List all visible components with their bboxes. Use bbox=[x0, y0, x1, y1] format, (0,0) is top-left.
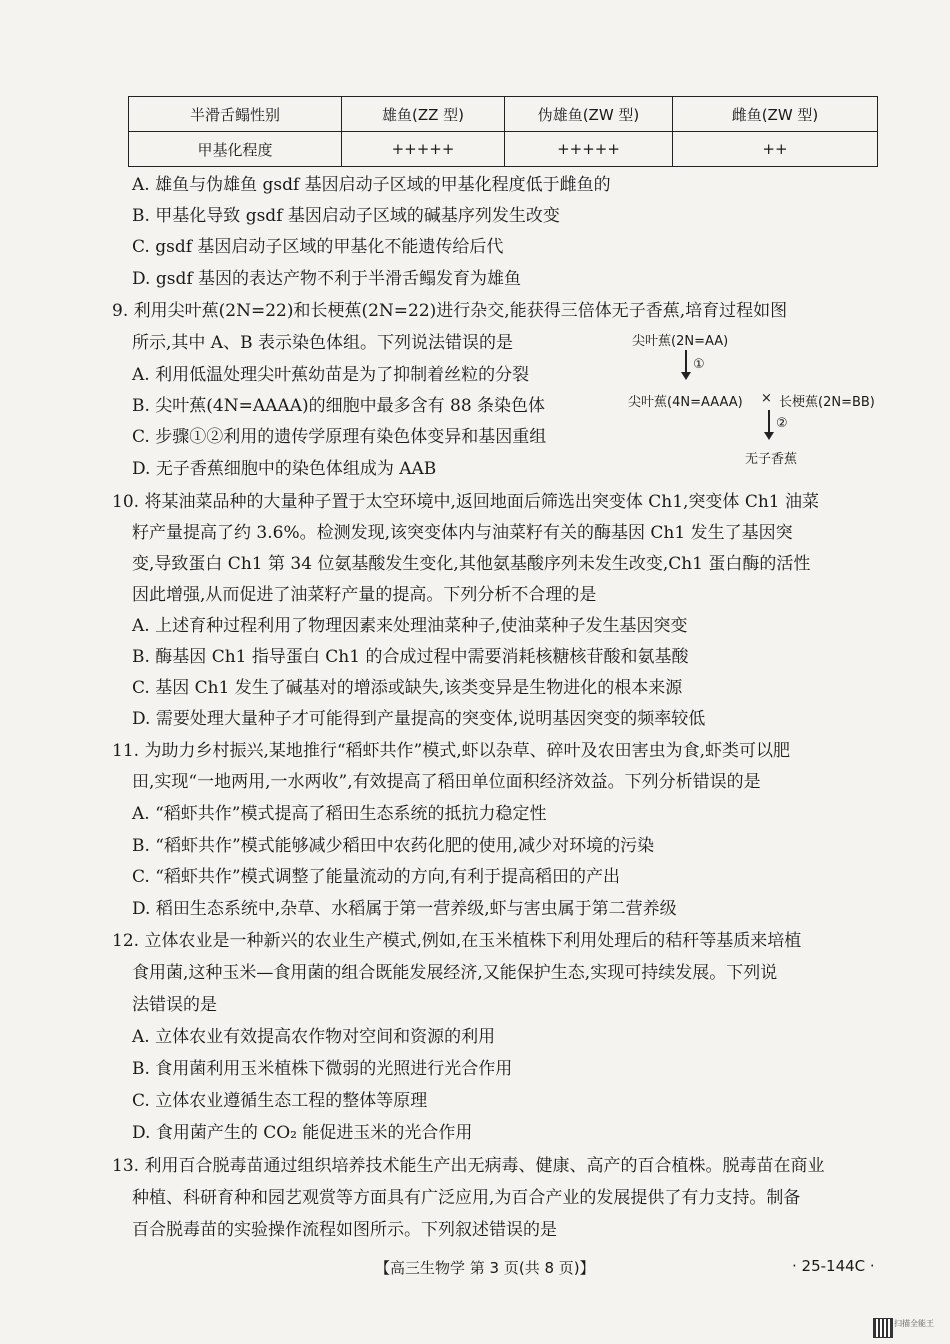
table-row bbox=[129, 132, 878, 167]
q9-option-c: C. 步骤①②利用的遗传学原理有染色体变异和基因重组 bbox=[132, 427, 547, 447]
diagram-cross: × bbox=[761, 391, 772, 406]
table-cell: 雌鱼(ZW 型) bbox=[673, 97, 878, 132]
q9-option-b: B. 尖叶蕉(4N=AAAA)的细胞中最多含有 88 条染色体 bbox=[132, 396, 546, 416]
q13-stem-line2: 种植、科研育种和园艺观赏等方面具有广泛应用,为百合产业的发展提供了有力支持。制备 bbox=[132, 1188, 801, 1208]
diagram-step-2: ② bbox=[776, 416, 788, 431]
methylation-table bbox=[128, 96, 878, 167]
q10-option-a: A. 上述育种过程利用了物理因素来处理油菜种子,使油菜种子发生基因突变 bbox=[132, 616, 688, 636]
q8-option-b: B. 甲基化导致 gsdf 基因启动子区域的碱基序列发生改变 bbox=[132, 206, 560, 226]
diagram-top-label: 尖叶蕉(2N=AA) bbox=[632, 334, 729, 349]
q10-option-d: D. 需要处理大量种子才可能得到产量提高的突变体,说明基因突变的频率较低 bbox=[132, 709, 706, 729]
q11-option-a: A. “稻虾共作”模式提高了稻田生态系统的抵抗力稳定性 bbox=[132, 804, 547, 824]
page-footer: 【高三生物学 第 3 页(共 8 页)】 bbox=[375, 1259, 595, 1277]
q8-option-c: C. gsdf 基因启动子区域的甲基化不能遗传给后代 bbox=[132, 237, 504, 257]
q9-option-d: D. 无子香蕉细胞中的染色体组成为 AAB bbox=[132, 459, 437, 479]
q12-option-c: C. 立体农业遵循生态工程的整体等原理 bbox=[132, 1091, 428, 1111]
diagram-step-1: ① bbox=[693, 357, 705, 372]
q13-stem-line3: 百合脱毒苗的实验操作流程如图所示。下列叙述错误的是 bbox=[132, 1220, 557, 1240]
q11-stem-line1: 11. 为助力乡村振兴,某地推行“稻虾共作”模式,虾以杂草、碎叶及农田害虫为食,虾类可以肥 bbox=[112, 741, 791, 761]
diagram-middle-right: 长梗蕉(2N=BB) bbox=[779, 395, 875, 410]
table-cell: +++++ bbox=[342, 132, 505, 167]
q10-option-b: B. 酶基因 Ch1 指导蛋白 Ch1 的合成过程中需要消耗核糖核苷酸和氨基酸 bbox=[132, 647, 689, 667]
q13-stem-line1: 13. 利用百合脱毒苗通过组织培养技术能生产出无病毒、健康、高产的百合植株。脱毒苗在商业 bbox=[112, 1156, 825, 1176]
table-cell: ++ bbox=[673, 132, 878, 167]
q12-stem-line3: 法错误的是 bbox=[132, 995, 217, 1015]
diagram-arrowhead-2 bbox=[764, 432, 774, 440]
q12-option-a: A. 立体农业有效提高农作物对空间和资源的利用 bbox=[132, 1027, 496, 1047]
table-cell: 雄鱼(ZZ 型) bbox=[342, 97, 505, 132]
q10-stem-line3: 变,导致蛋白 Ch1 第 34 位氨基酸发生变化,其他氨基酸序列未发生改变,Ch1 蛋白酶的活性 bbox=[132, 554, 811, 574]
table-cell: 伪雄鱼(ZW 型) bbox=[505, 97, 673, 132]
q8-option-a: A. 雄鱼与伪雄鱼 gsdf 基因启动子区域的甲基化程度低于雌鱼的 bbox=[132, 175, 611, 195]
q12-option-b: B. 食用菌利用玉米植株下微弱的光照进行光合作用 bbox=[132, 1059, 513, 1079]
q11-stem-line2: 田,实现“一地两用,一水两收”,有效提高了稻田单位面积经济效益。下列分析错误的是 bbox=[132, 772, 761, 792]
q10-stem-line1: 10. 将某油菜品种的大量种子置于太空环境中,返回地面后筛选出突变体 Ch1,突变体 Ch1 油菜 bbox=[112, 492, 820, 512]
q8-option-d: D. gsdf 基因的表达产物不利于半滑舌鳎发育为雄鱼 bbox=[132, 269, 522, 289]
q12-stem-line2: 食用菌,这种玉米—食用菌的组合既能发展经济,又能保护生态,实现可持续发展。下列说 bbox=[132, 963, 778, 983]
scanner-watermark: 扫描全能王 bbox=[894, 1319, 934, 1328]
diagram-bottom-label: 无子香蕉 bbox=[745, 452, 798, 467]
q9-stem-line2: 所示,其中 A、B 表示染色体组。下列说法错误的是 bbox=[132, 333, 513, 353]
q12-stem-line1: 12. 立体农业是一种新兴的农业生产模式,例如,在玉米植株下利用处理后的秸秆等基质来培植 bbox=[112, 931, 802, 951]
q11-option-c: C. “稻虾共作”模式调整了能量流动的方向,有利于提高稻田的产出 bbox=[132, 867, 620, 887]
q10-stem-line2: 籽产量提高了约 3.6%。检测发现,该突变体内与油菜籽有关的酶基因 Ch1 发生了基因突 bbox=[132, 523, 793, 543]
diagram-middle-left: 尖叶蕉(4N=AAAA) bbox=[628, 395, 743, 410]
q12-option-d: D. 食用菌产生的 CO₂ 能促进玉米的光合作用 bbox=[132, 1123, 473, 1143]
diagram-arrowhead-1 bbox=[681, 372, 691, 380]
q10-option-c: C. 基因 Ch1 发生了碱基对的增添或缺失,该类变异是生物进化的根本来源 bbox=[132, 678, 683, 698]
qr-code-icon bbox=[873, 1318, 893, 1338]
q9-option-a: A. 利用低温处理尖叶蕉幼苗是为了抑制着丝粒的分裂 bbox=[132, 365, 530, 385]
table-cell: +++++ bbox=[505, 132, 673, 167]
q9-stem-line1: 9. 利用尖叶蕉(2N=22)和长梗蕉(2N=22)进行杂交,能获得三倍体无子香蕉,培育过程如图 bbox=[112, 301, 788, 321]
q11-option-d: D. 稻田生态系统中,杂草、水稻属于第一营养级,虾与害虫属于第二营养级 bbox=[132, 899, 677, 919]
diagram-arrow-1 bbox=[685, 350, 687, 374]
table-cell: 半滑舌鳎性别 bbox=[129, 97, 342, 132]
diagram-arrow-2 bbox=[768, 410, 770, 434]
q11-option-b: B. “稻虾共作”模式能够减少稻田中农药化肥的使用,减少对环境的污染 bbox=[132, 836, 655, 856]
table-cell: 甲基化程度 bbox=[129, 132, 342, 167]
table-header-row bbox=[129, 97, 878, 132]
q10-stem-line4: 因此增强,从而促进了油菜籽产量的提高。下列分析不合理的是 bbox=[132, 585, 597, 605]
paper-code: · 25-144C · bbox=[792, 1257, 875, 1275]
